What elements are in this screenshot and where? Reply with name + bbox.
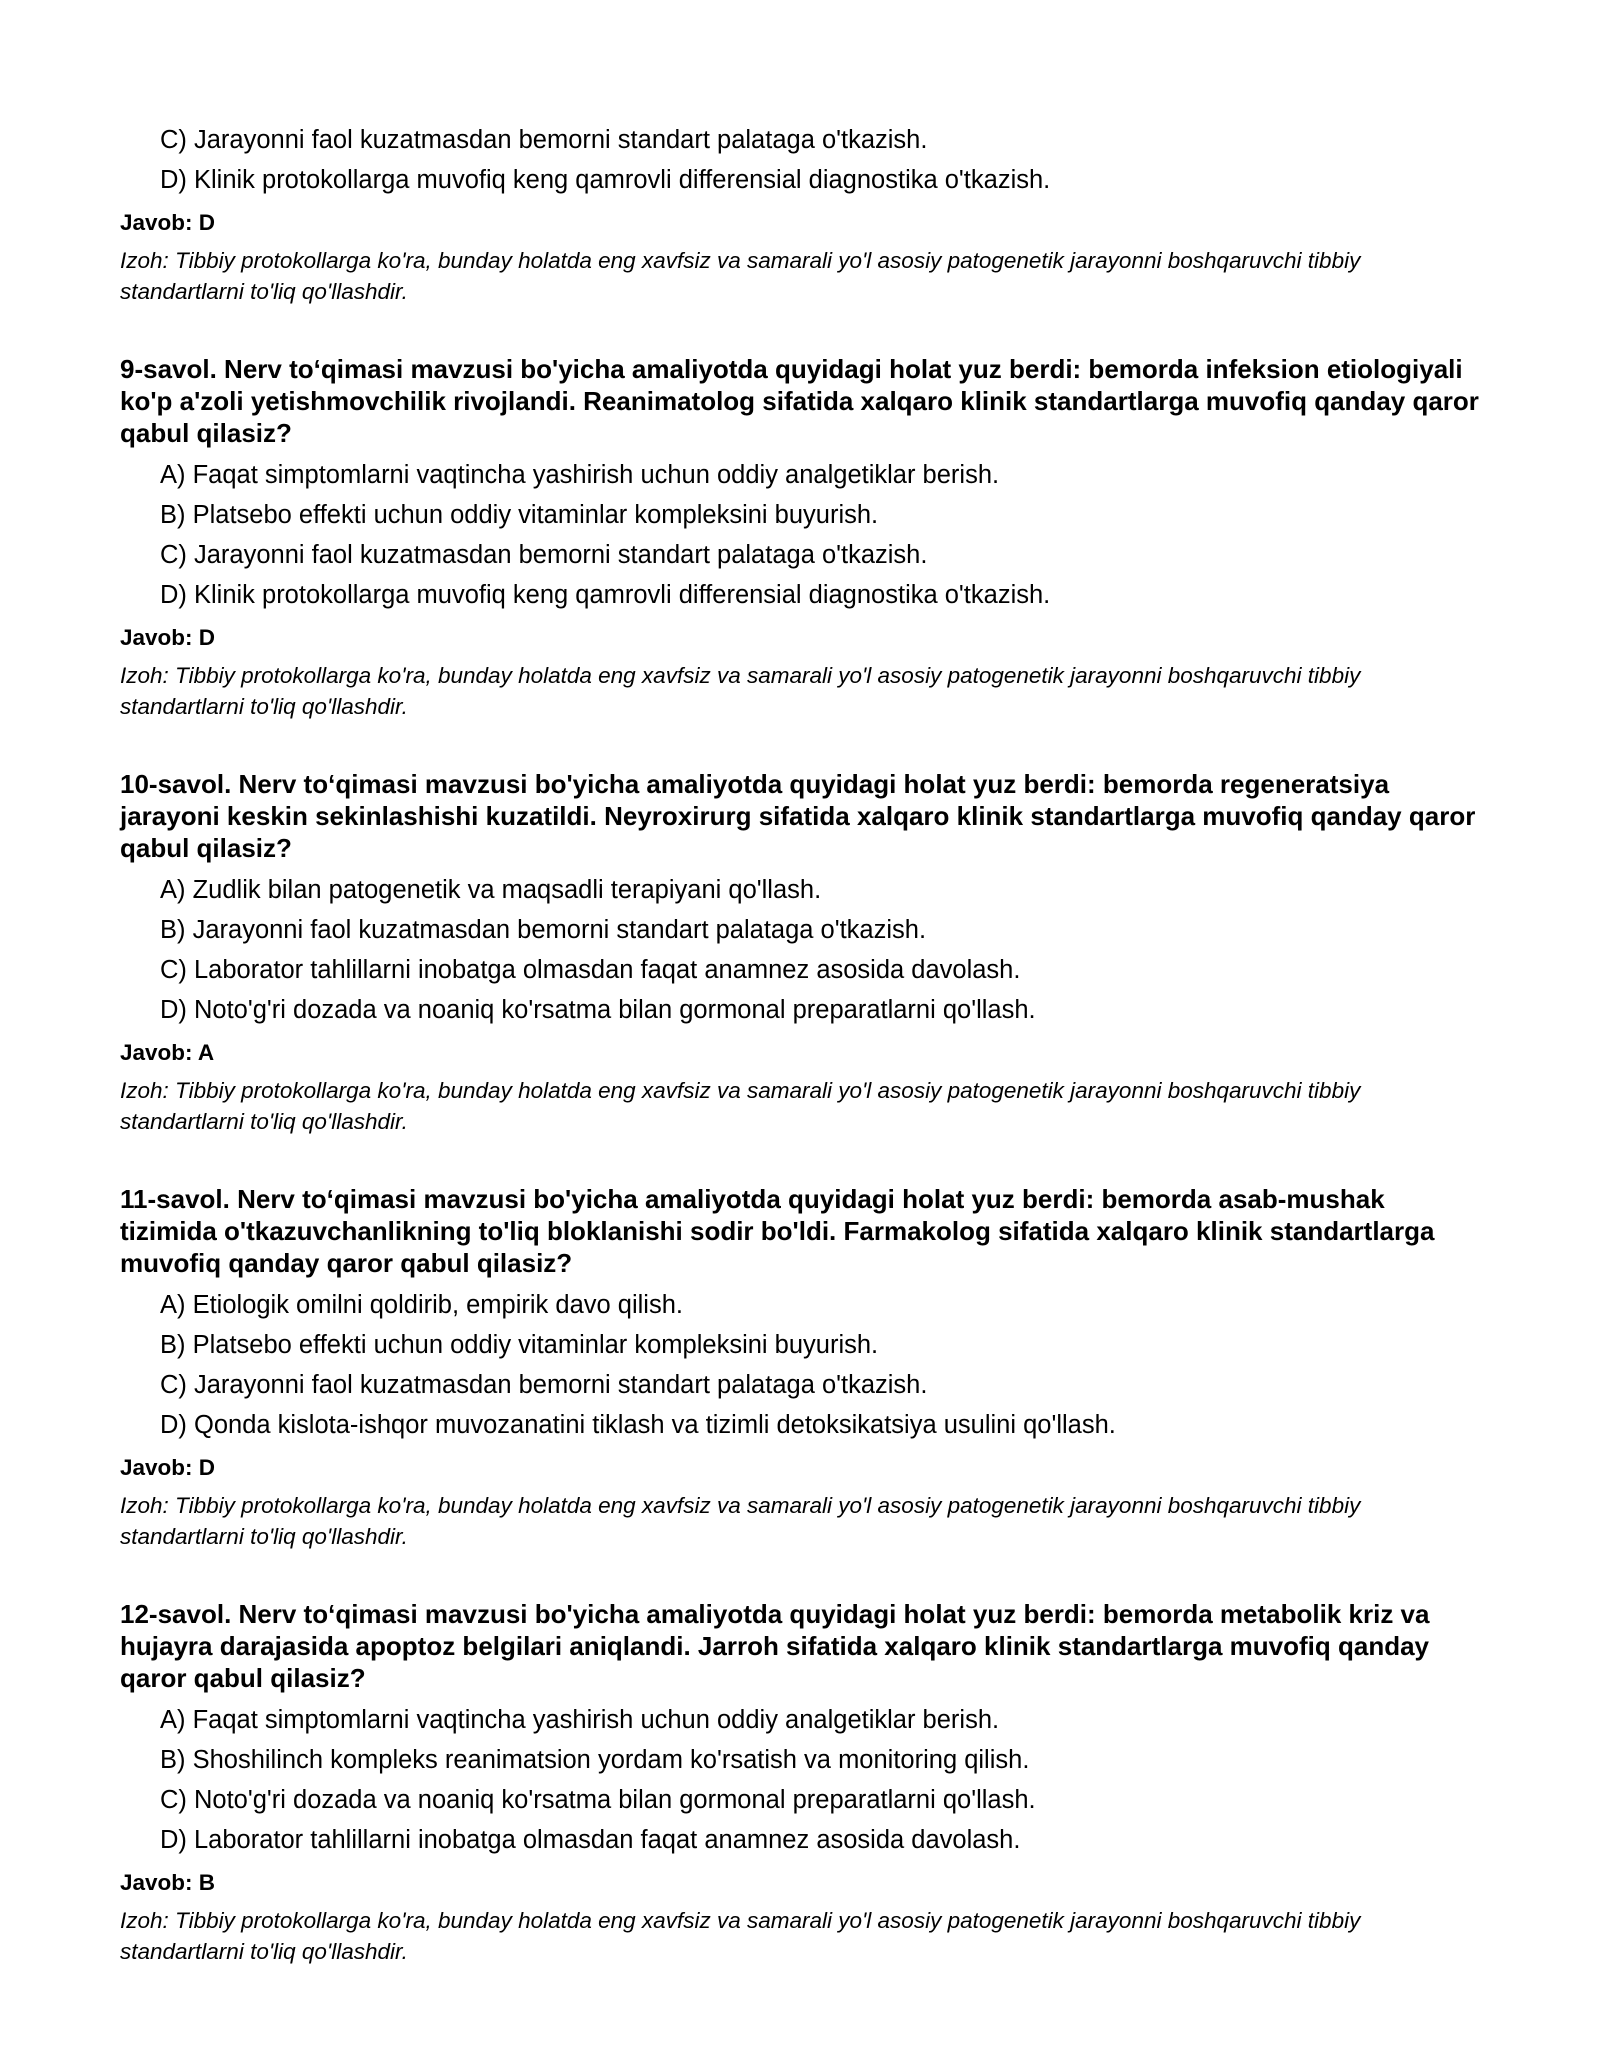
- answer-label: Javob: A: [120, 1040, 215, 1065]
- answer-label: Javob: B: [120, 1870, 216, 1895]
- question-12: [120, 1598, 1480, 1967]
- option-d: D) Laborator tahlillarni inobatga olmasdan faqat anamnez asosida davolash.: [160, 1826, 1021, 1854]
- explanation-note: Izoh: Tibbiy protokollarga ko'ra, bunday holatda eng xavfsiz va samarali yo'l asosiy patogenetik jarayonni boshqaruvchi tibbiy standartlarni to'liq qo'llashdir.: [120, 1908, 1361, 1964]
- question-10: [120, 768, 1480, 1137]
- question-title: 12-savol. Nerv to‘qimasi mavzusi bo'yicha amaliyotda quyidagi holat yuz berdi: bemorda metabolik kriz va hujayra darajasida apoptoz belgilari aniqlandi. Jarroh sifatida xalqaro klinik standartlarga muvofiq qanday qaror qabul qilasiz?: [120, 1599, 1430, 1693]
- option-b: B) Platsebo effekti uchun oddiy vitaminlar kompleksini buyurish.: [160, 1331, 879, 1359]
- option-list: [120, 455, 1480, 615]
- option-d: D) Qonda kislota-ishqor muvozanatini tiklash va tizimli detoksikatsiya usulini qo'llash.: [160, 1411, 1116, 1439]
- question-8-continuation: [120, 120, 1480, 307]
- answer-label: Javob: D: [120, 1455, 216, 1480]
- option-b: B) Platsebo effekti uchun oddiy vitaminlar kompleksini buyurish.: [160, 501, 879, 529]
- option-a: A) Faqat simptomlarni vaqtincha yashirish uchun oddiy analgetiklar berish.: [160, 1706, 1000, 1734]
- explanation-note: Izoh: Tibbiy protokollarga ko'ra, bunday holatda eng xavfsiz va samarali yo'l asosiy patogenetik jarayonni boshqaruvchi tibbiy standartlarni to'liq qo'llashdir.: [120, 1493, 1361, 1549]
- option-d: D) Klinik protokollarga muvofiq keng qamrovli differensial diagnostika o'tkazish.: [160, 581, 1051, 609]
- option-c: C) Laborator tahlillarni inobatga olmasdan faqat anamnez asosida davolash.: [160, 956, 1021, 984]
- option-a: A) Etiologik omilni qoldirib, empirik davo qilish.: [160, 1291, 683, 1319]
- question-title: 10-savol. Nerv to‘qimasi mavzusi bo'yicha amaliyotda quyidagi holat yuz berdi: bemorda regeneratsiya jarayoni keskin sekinlashishi kuzatildi. Neyroxirurg sifatida xalqaro klinik standartlarga muvofiq qanday qaror qabul qilasiz?: [120, 769, 1476, 863]
- question-title: 9-savol. Nerv to‘qimasi mavzusi bo'yicha amaliyotda quyidagi holat yuz berdi: bemorda infeksion etiologiyali ko'p a'zoli yetishmovchilik rivojlandi. Reanimatolog sifatida xalqaro klinik standartlarga muvofiq qanday qaror qabul qilasiz?: [120, 354, 1479, 448]
- option-b: B) Jarayonni faol kuzatmasdan bemorni standart palataga o'tkazish.: [160, 916, 927, 944]
- option-list: [120, 1700, 1480, 1860]
- option-c: C) Jarayonni faol kuzatmasdan bemorni standart palataga o'tkazish.: [160, 126, 928, 154]
- question-11: [120, 1183, 1480, 1552]
- option-a: A) Zudlik bilan patogenetik va maqsadli terapiyani qo'llash.: [160, 876, 822, 904]
- option-a: A) Faqat simptomlarni vaqtincha yashirish uchun oddiy analgetiklar berish.: [160, 461, 1000, 489]
- option-d: D) Klinik protokollarga muvofiq keng qamrovli differensial diagnostika o'tkazish.: [160, 166, 1051, 194]
- option-c: C) Noto'g'ri dozada va noaniq ko'rsatma bilan gormonal preparatlarni qo'llash.: [160, 1786, 1036, 1814]
- question-9: [120, 353, 1480, 722]
- option-d: D) Noto'g'ri dozada va noaniq ko'rsatma bilan gormonal preparatlarni qo'llash.: [160, 996, 1036, 1024]
- option-list: [120, 870, 1480, 1030]
- explanation-note: Izoh: Tibbiy protokollarga ko'ra, bunday holatda eng xavfsiz va samarali yo'l asosiy patogenetik jarayonni boshqaruvchi tibbiy standartlarni to'liq qo'llashdir.: [120, 248, 1361, 304]
- explanation-note: Izoh: Tibbiy protokollarga ko'ra, bunday holatda eng xavfsiz va samarali yo'l asosiy patogenetik jarayonni boshqaruvchi tibbiy standartlarni to'liq qo'llashdir.: [120, 1078, 1361, 1134]
- answer-label: Javob: D: [120, 210, 216, 235]
- explanation-note: Izoh: Tibbiy protokollarga ko'ra, bunday holatda eng xavfsiz va samarali yo'l asosiy patogenetik jarayonni boshqaruvchi tibbiy standartlarni to'liq qo'llashdir.: [120, 663, 1361, 719]
- answer-label: Javob: D: [120, 625, 216, 650]
- option-b: B) Shoshilinch kompleks reanimatsion yordam ko'rsatish va monitoring qilish.: [160, 1746, 1030, 1774]
- question-title: 11-savol. Nerv to‘qimasi mavzusi bo'yicha amaliyotda quyidagi holat yuz berdi: bemorda asab-mushak tizimida o'tkazuvchanlikning to'liq bloklanishi sodir bo'ldi. Farmakolog sifatida xalqaro klinik standartlarga muvofiq qanday qaror qabul qilasiz?: [120, 1184, 1435, 1278]
- option-c: C) Jarayonni faol kuzatmasdan bemorni standart palataga o'tkazish.: [160, 1371, 928, 1399]
- option-list: [120, 120, 1480, 200]
- option-list: [120, 1285, 1480, 1445]
- option-c: C) Jarayonni faol kuzatmasdan bemorni standart palataga o'tkazish.: [160, 541, 928, 569]
